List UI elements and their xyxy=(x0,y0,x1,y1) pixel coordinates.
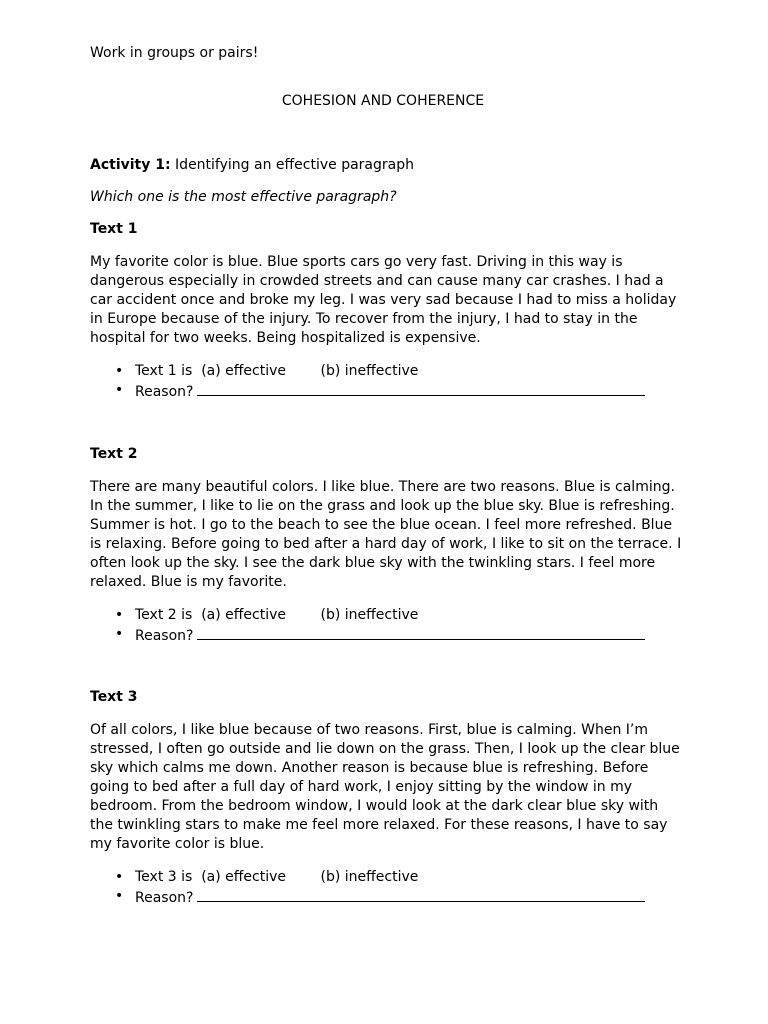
text-3-reason-item xyxy=(90,887,645,906)
text-3-paragraph: Of all colors, I like blue because of two reasons. First, blue is calming. When I’m stressed, I often go outside and lie down on the grass. Then, I look up the clear blue sky which calms me down. Another reason is because blue is refreshing. Before going to bed after a full day of hard work, I enjoy sitting by the window in my bedroom. From the bedroom window, I would look at the dark clear blue sky with the twinkling stars to make me feel more relaxed. For these reasons, I have to say my favorite color is blue. xyxy=(90,722,680,852)
option-a[interactable]: (a) effective xyxy=(201,363,287,379)
text-2-choice-item xyxy=(90,606,645,625)
activity-description: Identifying an effective paragraph xyxy=(175,157,414,173)
text-1-heading: Text 1 xyxy=(90,221,138,237)
bullet-icon: • xyxy=(115,382,124,398)
activity-heading xyxy=(90,157,414,173)
text-2-paragraph: There are many beautiful colors. I like blue. There are two reasons. Blue is calming. In the summer, I like to lie on the grass and look up the blue sky. Blue is refreshing. Summer is hot. I go to the beach to see the blue ocean. I feel more refreshed. Blue is relaxing. Before going to bed after a hard day of work, I like to sit on the terrace. I often look up the sky. I see the dark blue sky with the twinkling stars. I feel more relaxed. Blue is my favorite. xyxy=(90,479,682,590)
option-a[interactable]: (a) effective xyxy=(201,607,287,623)
bullet-icon: • xyxy=(115,363,124,379)
text-3-choice-item xyxy=(90,868,645,887)
activity-question: Which one is the most effective paragraph? xyxy=(90,189,397,205)
text-2-heading: Text 2 xyxy=(90,446,138,462)
bullet-icon: • xyxy=(115,607,124,623)
option-b[interactable]: (b) ineffective xyxy=(320,869,419,885)
option-b[interactable]: (b) ineffective xyxy=(320,363,419,379)
reason-label: Reason? xyxy=(135,890,194,906)
reason-answer-line[interactable] xyxy=(197,887,645,902)
text-1-reason-item xyxy=(90,381,645,400)
bullet-icon: • xyxy=(115,869,124,885)
option-b[interactable]: (b) ineffective xyxy=(320,607,419,623)
choice-label: Text 3 is xyxy=(135,869,193,885)
text-1-questions xyxy=(90,362,645,400)
text-2-questions xyxy=(90,606,645,644)
text-3-questions xyxy=(90,868,645,906)
bullet-icon: • xyxy=(115,888,124,904)
reason-answer-line[interactable] xyxy=(197,625,645,640)
option-a[interactable]: (a) effective xyxy=(201,869,287,885)
text-1-choice-item xyxy=(90,362,645,381)
choice-label: Text 1 is xyxy=(135,363,193,379)
choice-label: Text 2 is xyxy=(135,607,193,623)
activity-label: Activity 1: xyxy=(90,157,171,173)
text-2-reason-item xyxy=(90,625,645,644)
bullet-icon: • xyxy=(115,626,124,642)
reason-answer-line[interactable] xyxy=(197,381,645,396)
page-title: COHESION AND COHERENCE xyxy=(281,93,485,109)
reason-label: Reason? xyxy=(135,628,194,644)
text-3-heading: Text 3 xyxy=(90,689,138,705)
instruction-note: Work in groups or pairs! xyxy=(90,45,259,61)
reason-label: Reason? xyxy=(135,384,194,400)
text-1-paragraph: My favorite color is blue. Blue sports cars go very fast. Driving in this way is dangerous especially in crowded streets and can cause many car crashes. I had a car accident once and broke my leg. I was very sad because I had to miss a holiday in Europe because of the injury. To recover from the injury, I had to stay in the hospital for two weeks. Being hospitalized is expensive. xyxy=(90,254,677,346)
